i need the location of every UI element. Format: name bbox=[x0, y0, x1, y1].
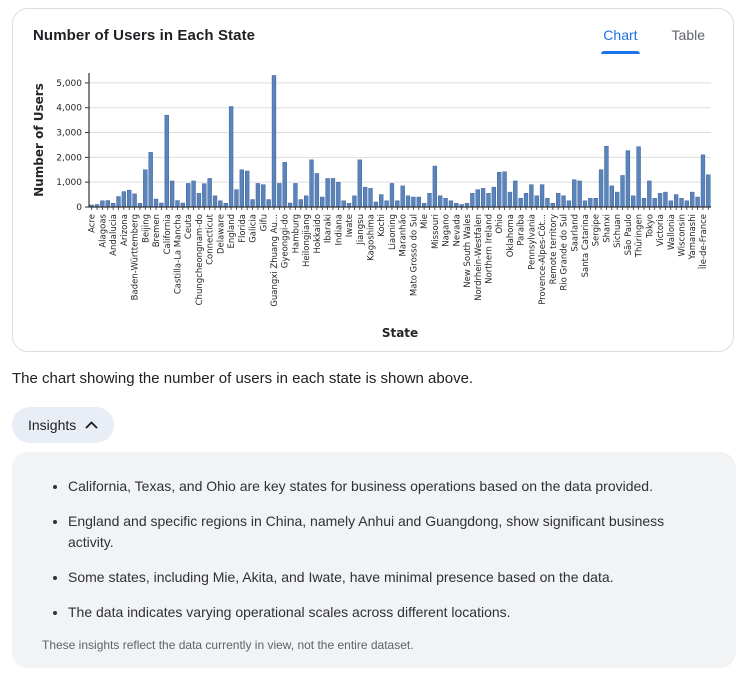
svg-text:Oklahoma: Oklahoma bbox=[505, 214, 516, 258]
svg-text:Connecticut: Connecticut bbox=[205, 214, 216, 265]
svg-text:Île-de-France: Île-de-France bbox=[698, 214, 709, 270]
page-title: Number of Users in Each State bbox=[33, 27, 256, 44]
svg-text:England: England bbox=[227, 214, 238, 249]
chart-description: The chart showing the number of users in each state is shown above. bbox=[12, 370, 474, 387]
svg-text:Acre: Acre bbox=[87, 214, 98, 233]
insights-panel bbox=[12, 452, 736, 668]
svg-text:Rio Grande do Sul: Rio Grande do Sul bbox=[559, 214, 570, 291]
svg-text:Heilongjiang: Heilongjiang bbox=[302, 214, 313, 268]
svg-text:Florida: Florida bbox=[237, 214, 248, 243]
svg-text:Provence-Alpes-Côt...: Provence-Alpes-Côt... bbox=[538, 214, 549, 305]
svg-text:Delaware: Delaware bbox=[216, 214, 227, 255]
tab-chart[interactable] bbox=[601, 27, 639, 54]
svg-text:Victoria: Victoria bbox=[656, 214, 667, 247]
svg-text:0: 0 bbox=[76, 203, 82, 213]
svg-text:Ohio: Ohio bbox=[495, 214, 506, 234]
svg-text:New South Wales: New South Wales bbox=[463, 214, 474, 288]
svg-text:Hokkaido: Hokkaido bbox=[312, 214, 323, 254]
svg-text:Beijing: Beijing bbox=[141, 214, 152, 243]
svg-text:Saarland: Saarland bbox=[570, 214, 581, 252]
chart-card bbox=[12, 8, 734, 352]
svg-text:4,000: 4,000 bbox=[56, 103, 82, 114]
svg-text:Ceuta: Ceuta bbox=[184, 214, 195, 240]
bar-chart bbox=[29, 59, 733, 352]
svg-text:Kagoshima: Kagoshima bbox=[366, 214, 377, 261]
svg-text:Indiana: Indiana bbox=[334, 214, 345, 246]
svg-text:Gifu: Gifu bbox=[259, 214, 270, 232]
svg-text:5,000: 5,000 bbox=[56, 78, 82, 89]
card-header bbox=[13, 9, 733, 54]
svg-text:Wallonia: Wallonia bbox=[666, 214, 677, 250]
svg-text:Missouri: Missouri bbox=[430, 214, 441, 249]
svg-text:Nagano: Nagano bbox=[441, 214, 452, 247]
active-tab-indicator bbox=[601, 51, 639, 54]
tab-table[interactable] bbox=[670, 27, 707, 54]
view-tabs bbox=[601, 27, 707, 54]
svg-text:Mato Grosso do Sul: Mato Grosso do Sul bbox=[409, 214, 420, 297]
insights-toggle-button[interactable] bbox=[12, 407, 114, 443]
svg-text:Chungcheongnam-do: Chungcheongnam-do bbox=[194, 214, 205, 306]
svg-text:Nordrhein-Westfalen: Nordrhein-Westfalen bbox=[473, 214, 484, 301]
insight-item: • England and specific regions in China, namely Anhui and Guangdong, show significant business activity. bbox=[68, 511, 668, 552]
insights-list bbox=[42, 476, 712, 622]
svg-text:Tokyo: Tokyo bbox=[645, 214, 656, 238]
svg-text:Andalucia: Andalucia bbox=[109, 214, 120, 256]
svg-text:State: State bbox=[381, 326, 419, 340]
insight-item: • Some states, including Mie, Akita, and Iwate, have minimal presence based on the data. bbox=[68, 567, 668, 587]
svg-text:Remote territory: Remote territory bbox=[548, 214, 559, 285]
svg-text:Gyeonggi-do: Gyeonggi-do bbox=[280, 214, 291, 269]
bar-chart-svg bbox=[29, 59, 733, 347]
svg-text:3,000: 3,000 bbox=[56, 128, 82, 139]
svg-text:Number of Users: Number of Users bbox=[32, 83, 46, 197]
insight-item: • The data indicates varying operational scales across different locations. bbox=[68, 602, 668, 622]
svg-text:Sergipe: Sergipe bbox=[591, 214, 602, 247]
svg-text:Kochi: Kochi bbox=[377, 214, 388, 237]
svg-text:Thüringen: Thüringen bbox=[634, 214, 645, 258]
svg-text:Yamanashi: Yamanashi bbox=[688, 214, 699, 260]
insights-button-label: Insights bbox=[28, 417, 77, 433]
svg-text:Galicia: Galicia bbox=[248, 214, 259, 243]
svg-text:Nevada: Nevada bbox=[452, 214, 463, 247]
svg-text:Bremen: Bremen bbox=[152, 214, 163, 248]
svg-text:Northern Ireland: Northern Ireland bbox=[484, 213, 495, 284]
svg-text:1,000: 1,000 bbox=[56, 178, 82, 189]
svg-text:Sichuan: Sichuan bbox=[613, 214, 624, 248]
svg-text:Alagoas: Alagoas bbox=[98, 214, 109, 248]
svg-text:Arizona: Arizona bbox=[119, 214, 130, 246]
svg-text:Maranhão: Maranhão bbox=[398, 214, 409, 257]
svg-text:São Paulo: São Paulo bbox=[623, 214, 634, 256]
svg-text:Shanxi: Shanxi bbox=[602, 214, 613, 243]
tab-table-label: Table bbox=[671, 27, 705, 43]
svg-text:Jiangsu: Jiangsu bbox=[355, 214, 366, 245]
svg-text:Iwate: Iwate bbox=[345, 214, 356, 238]
chevron-up-icon bbox=[85, 421, 98, 429]
insights-footnote: These insights reflect the data currently in view, not the entire dataset. bbox=[42, 638, 414, 653]
svg-text:Castilla-La Mancha: Castilla-La Mancha bbox=[173, 214, 184, 295]
svg-text:Hamburg: Hamburg bbox=[291, 214, 302, 254]
svg-text:Mie: Mie bbox=[420, 214, 431, 229]
svg-text:Guangxi Zhuang Au...: Guangxi Zhuang Au... bbox=[269, 214, 280, 307]
svg-text:2,000: 2,000 bbox=[56, 153, 82, 164]
svg-text:Pennsylvania: Pennsylvania bbox=[527, 214, 538, 270]
svg-text:Liaoning: Liaoning bbox=[387, 214, 398, 251]
tab-chart-label: Chart bbox=[603, 27, 638, 43]
svg-text:Baden-Württemberg: Baden-Württemberg bbox=[130, 214, 141, 301]
svg-text:Santa Catarina: Santa Catarina bbox=[580, 214, 591, 278]
svg-text:Wisconsin: Wisconsin bbox=[677, 214, 688, 257]
svg-text:Paraíba: Paraíba bbox=[516, 214, 527, 246]
svg-text:Ibaraki: Ibaraki bbox=[323, 214, 334, 244]
svg-text:California: California bbox=[162, 214, 173, 255]
insight-item: • California, Texas, and Ohio are key states for business operations based on the data provided. bbox=[68, 476, 668, 496]
